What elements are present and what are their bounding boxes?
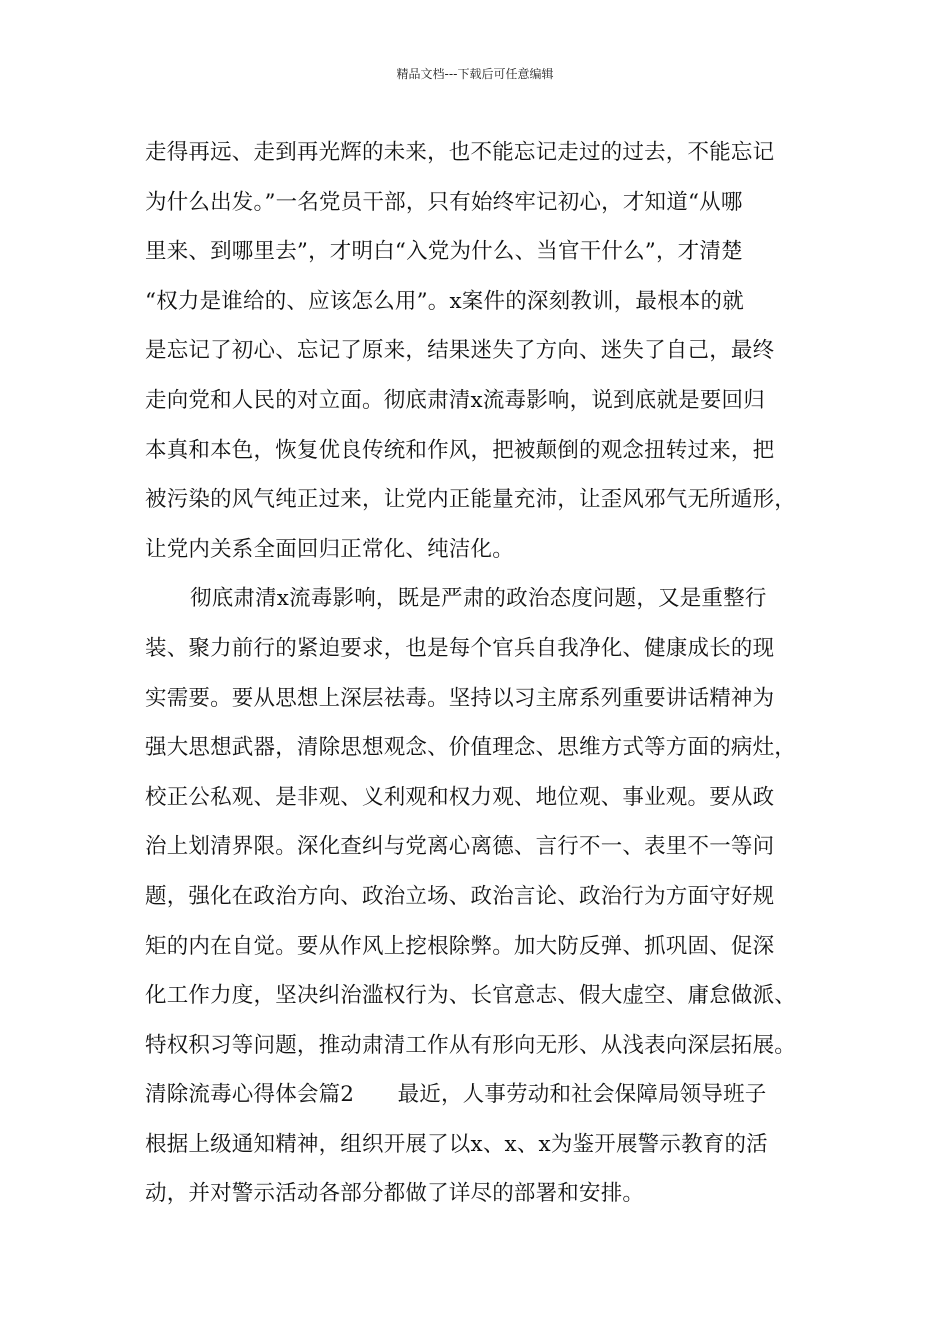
document-body: [145, 128, 810, 1219]
text-line: 校正公私观、是非观、义利观和权力观、地位观、事业观。要从政: [145, 784, 775, 810]
text-line: “权力是谁给的、应该怎么用”。x案件的深刻教训，最根本的就: [145, 288, 744, 314]
text-line: 是忘记了初心、忘记了原来，结果迷失了方向、迷失了自己，最终: [145, 338, 775, 364]
text-line: 为什么出发。”一名党员干部，只有始终牢记初心，才知道“从哪: [145, 189, 743, 215]
paragraph-first-line: 彻底肃清x流毒影响，既是严肃的政治态度问题，又是重整行: [190, 586, 767, 612]
page-header: 精品文档---下载后可任意编辑: [396, 67, 554, 81]
text-line: 特权积习等问题，推动肃清工作从有形向无形、从浅表向深层拓展。: [145, 1032, 797, 1058]
text-line: 题，强化在政治方向、政治立场、政治言论、政治行为方面守好规: [145, 883, 775, 909]
text-line: 走得再远、走到再光辉的未来，也不能忘记走过的过去，不能忘记: [145, 140, 775, 165]
section-title-line: 清除流毒心得体会篇2 最近，人事劳动和社会保障局领导班子: [145, 1082, 767, 1108]
text-line: 实需要。要从思想上深层祛毒。坚持以习主席系列重要讲话精神为: [145, 685, 775, 711]
text-line: 强大思想武器，清除思想观念、价值理念、思维方式等方面的病灶，: [145, 735, 797, 761]
text-line: 让党内关系全面回归正常化、纯洁化。: [145, 536, 514, 562]
text-line: 治上划清界限。深化查纠与党离心离德、言行不一、表里不一等问: [145, 834, 775, 860]
text-line: 本真和本色，恢复优良传统和作风，把被颠倒的观念扭转过来，把: [145, 437, 775, 463]
text-line: 走向党和人民的对立面。彻底肃清x流毒影响，说到底就是要回归: [145, 387, 765, 413]
text-line: 里来、到哪里去”，才明白“入党为什么、当官干什么”，才清楚: [145, 239, 743, 265]
text-line: 根据上级通知精神，组织开展了以x、x、x为鉴开展警示教育的活: [145, 1131, 768, 1157]
text-line: 装、聚力前行的紧迫要求，也是每个官兵自我净化、健康成长的现: [145, 635, 775, 661]
text-line: 被污染的风气纯正过来，让党内正能量充沛，让歪风邪气无所遁形，: [145, 487, 797, 513]
text-line: 化工作力度，坚决纠治滥权行为、长官意志、假大虚空、庸怠做派、: [145, 983, 797, 1009]
text-line: 动，并对警示活动各部分都做了详尽的部署和安排。: [145, 1181, 645, 1207]
text-line: 矩的内在自觉。要从作风上挖根除弊。加大防反弹、抓巩固、促深: [145, 933, 775, 959]
